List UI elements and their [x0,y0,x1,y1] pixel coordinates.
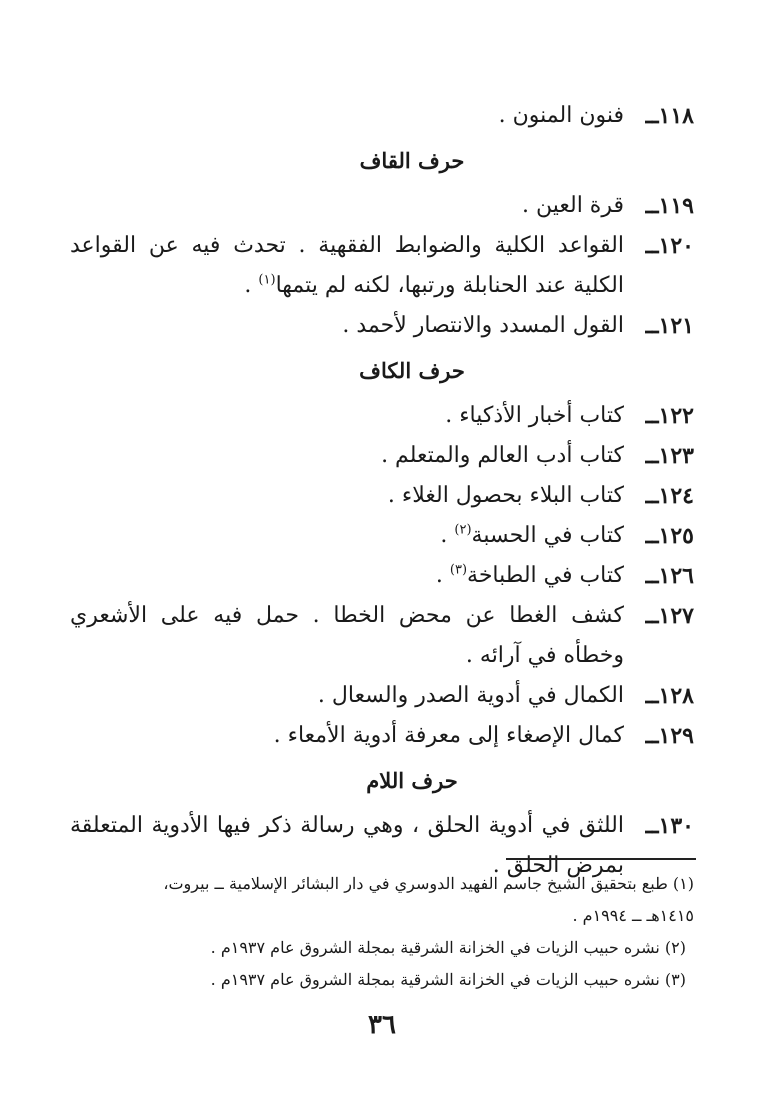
footnote-text: طبع بتحقيق الشيخ جاسم الفهيد الدوسري في دار البشائر الإسلامية ــ بيروت، [163,874,668,893]
entry-text: كتاب البلاء بحصول الغلاء . [387,483,624,508]
entry-number: ١٢٣ــ [645,443,694,469]
list-item [70,306,694,346]
list-item [70,396,694,436]
entry-number: ١٢٠ــ [645,233,694,259]
entry-number: ١٣٠ــ [645,813,694,839]
footnote-text: نشره حبيب الزيات في الخزانة الشرقية بمجلة الشروق عام ١٩٣٧م . [210,938,660,957]
footnote [68,932,694,964]
footnote-marker: (١) [258,272,276,288]
entry-number: ١١٩ــ [645,193,694,219]
entry-number: ١١٨ــ [645,103,694,129]
footnote-mark: (٢) [664,938,686,957]
footnote-mark: (٣) [664,970,686,989]
entry-text-tail: . [440,523,455,548]
list-item [70,676,694,716]
list-item [70,96,694,136]
entry-number: ١٢٩ــ [645,723,694,749]
footnote-marker: (٣) [449,562,468,578]
section-heading-lam: حرف اللام [366,768,458,793]
list-item [70,516,694,556]
list-item [70,226,694,306]
entry-text-body: كتاب في الطباخة [467,563,624,588]
entry-number: ١٢٧ــ [645,603,694,629]
entries-list [70,96,694,886]
list-item [70,476,694,516]
entry-text-body: القواعد الكلية والضوابط الفقهية . تحدث فيه عن القواعد الكلية عند الحنابلة ورتبها، لكنه لم يتمها [70,233,624,298]
entry-text [70,226,624,306]
footnotes [68,868,694,996]
list-item [70,716,694,756]
entry-text: اللثق في أدوية الحلق ، وهي رسالة ذكر فيها الأدوية المتعلقة بمرض الحلق . [70,813,624,878]
footnote [68,868,694,932]
entry-text-tail: . [244,273,259,298]
entry-text: كتاب أخبار الأذكياء . [445,403,624,428]
entry-number: ١٢٦ــ [645,563,694,589]
entry-text: فنون المنون . [498,103,624,128]
entry-text-body: كتاب في الحسبة [471,523,624,548]
footnote-divider [506,858,696,860]
list-item [70,436,694,476]
entry-text: القول المسدد والانتصار لأحمد . [342,313,624,338]
entry-text: كمال الإصغاء إلى معرفة أدوية الأمعاء . [273,723,624,748]
entry-text [70,516,624,556]
section-heading-qaf: حرف القاف [359,148,465,173]
entry-number: ١٢١ــ [645,313,694,339]
entry-number: ١٢٤ــ [645,483,694,509]
footnote-continuation: ١٤١٥هـ ــ ١٩٩٤م . [572,906,694,925]
list-item [70,186,694,226]
entry-number: ١٢٨ــ [645,683,694,709]
entry-number: ١٢٢ــ [645,403,694,429]
footnote-marker: (٢) [454,522,472,538]
entry-text: كشف الغطا عن محض الخطا . حمل فيه على الأشعري وخطأه في آرائه . [70,603,624,668]
page-number: ٣٦ [368,1010,396,1040]
footnote-text: نشره حبيب الزيات في الخزانة الشرقية بمجلة الشروق عام ١٩٣٧م . [210,970,660,989]
list-item [70,596,694,676]
entry-text: كتاب أدب العالم والمتعلم . [381,443,624,468]
entry-text: الكمال في أدوية الصدر والسعال . [317,683,624,708]
entry-text-tail: . [435,563,450,588]
list-item [70,556,694,596]
entry-text: قرة العين . [522,193,624,218]
section-heading-kaf: حرف الكاف [359,358,465,383]
entry-number: ١٢٥ــ [645,523,694,549]
footnote-mark: (١) [672,874,694,893]
entry-text [70,556,624,596]
footnote [68,964,694,996]
